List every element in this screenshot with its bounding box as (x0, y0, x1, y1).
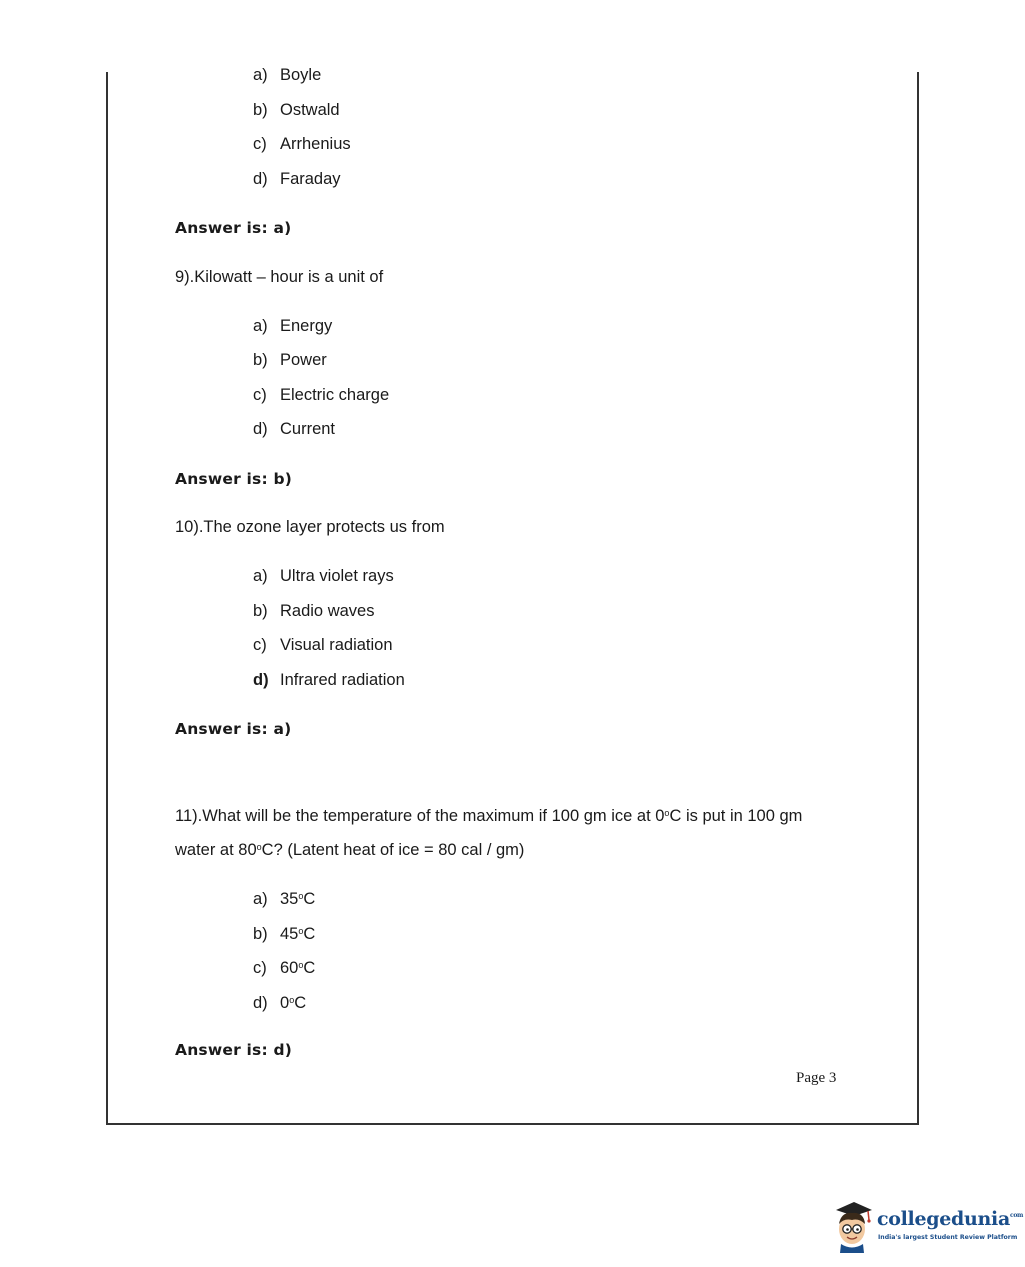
q11-option-d: d) 0$^o$C (253, 994, 307, 1012)
page-frame-right (917, 72, 919, 1124)
q11-option-a: a) 35$^o$C (253, 890, 316, 908)
logo-wordmark: collegedunia$^{com}$ (877, 1208, 1024, 1230)
q11-option-b: b) 45$^o$C (253, 925, 316, 943)
q9-option-b: b) Power (253, 351, 327, 369)
logo-tagline: India's largest Student Review Platform (878, 1234, 1018, 1241)
q9-option-c: c) Electric charge (253, 386, 390, 404)
q11-question-line2: water at 80$^o$C? (Latent heat of ice = 80 cal / gm) (175, 841, 525, 859)
q10-option-c: c) Visual radiation (253, 636, 393, 654)
q10-question: 10).The ozone layer protects us from (175, 518, 445, 536)
q11-question-line1: 11).What will be the temperature of the maximum if 100 gm ice at 0$^o$C is put in 100 gm (175, 807, 803, 825)
page-frame-bottom (106, 1123, 919, 1125)
page-frame-left (106, 72, 108, 1124)
q10-option-d: d) Infrared radiation (253, 671, 405, 689)
q8-option-b: b) Ostwald (253, 101, 340, 119)
q8-option-a: a) Boyle (253, 66, 322, 84)
q10-option-a: a) Ultra violet rays (253, 567, 394, 585)
q10-option-b: b) Radio waves (253, 602, 375, 620)
q9-question: 9).Kilowatt – hour is a unit of (175, 268, 384, 286)
q9-option-d: d) Current (253, 420, 336, 438)
collegedunia-logo (832, 1198, 1024, 1253)
q11-answer: Answer is: d) (175, 1041, 293, 1059)
q8-option-c: c) Arrhenius (253, 135, 351, 153)
q11-option-c: c) 60$^o$C (253, 959, 316, 977)
q8-answer: Answer is: a) (175, 219, 292, 237)
q10-answer: Answer is: a) (175, 720, 292, 738)
q9-answer: Answer is: b) (175, 470, 293, 488)
mascot-icon (832, 1198, 876, 1253)
q8-option-d: d) Faraday (253, 170, 341, 188)
page-number: Page 3 (796, 1070, 837, 1086)
q9-option-a: a) Energy (253, 317, 333, 335)
